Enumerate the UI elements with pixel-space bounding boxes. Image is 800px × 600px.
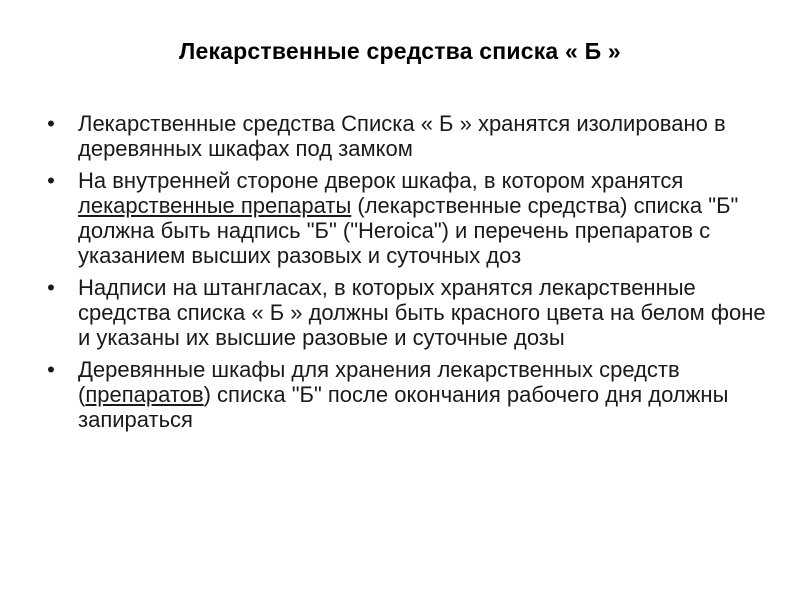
list-item [47,275,768,350]
bullet-icon: • [47,275,55,300]
link-drugs[interactable]: лекарственные препараты [78,193,352,218]
bullet-icon: • [47,111,55,136]
bullet-icon: • [47,168,55,193]
bullet-text [78,111,768,161]
bullet-text-part: Лекарственные средства Списка « Б » хранятся изолировано в деревянных шкафах под замком [78,111,726,161]
bullet-text-part: (лекарственные средства) списка "Б" должна быть надпись "Б" ("Heroica") и перечень препаратов с указанием высших разовых и суточных доз [78,193,739,268]
list-item [47,168,768,268]
slide-title: Лекарственные средства списка « Б » [179,38,621,64]
bullet-list [47,111,768,439]
bullet-icon: • [47,357,55,382]
link-preparations[interactable]: препаратов [85,382,204,407]
bullet-text-part: Надписи на штангласах, в которых хранятся лекарственные средства списка « Б » должны быть красного цвета на белом фоне и указаны их высшие разовые и суточные дозы [78,275,766,350]
list-item [47,357,768,432]
bullet-text-part: Деревянные шкафы для хранения лекарственных средств ( [78,357,680,407]
bullet-text [78,168,768,268]
bullet-text-part: ) списка "Б" после окончания рабочего дня должны запираться [78,382,729,432]
bullet-text-part: На внутренней стороне дверок шкафа, в котором хранятся [78,168,684,193]
bullet-text [78,357,768,432]
bullet-text [78,275,768,350]
list-item [47,111,768,161]
